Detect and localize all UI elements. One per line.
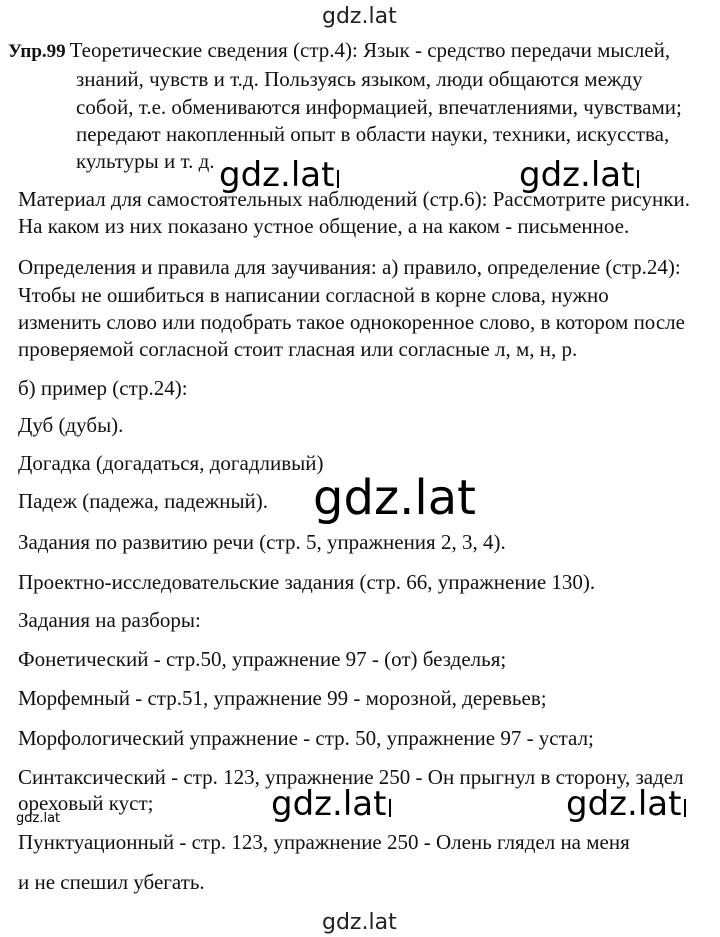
- watermark-right-2: [566, 784, 686, 824]
- paragraph-line: культуры и т. д.: [76, 149, 215, 173]
- paragraph-line: изменить слово или подобрать такое однокоренное слово, в котором после: [18, 310, 685, 334]
- paragraph-line: проверяемой согласной стоит гласная или согласные л, м, н, р.: [18, 337, 578, 361]
- paragraph-line: и не спешил убегать.: [18, 870, 205, 894]
- watermark-bar: [389, 799, 391, 817]
- paragraph-line: Догадка (догадаться, догадливый): [18, 451, 324, 475]
- watermark-text: gdz.lat: [271, 784, 387, 824]
- paragraph-line: Морфологический упражнение - стр. 50, упражнение 97 - устал;: [18, 726, 594, 750]
- paragraph-line: Пунктуационный - стр. 123, упражнение 250 - Олень глядел на меня: [18, 830, 630, 854]
- watermark-text: gdz.lat: [566, 784, 682, 824]
- watermark-bottom: gdz.lat: [322, 910, 397, 935]
- paragraph-line: Дуб (дубы).: [18, 413, 124, 437]
- watermark-bar: [684, 799, 686, 817]
- paragraph-line: ореховый куст;: [18, 791, 154, 815]
- line-text: Теоретические сведения (стр.4): Язык - средство передачи мыслей,: [69, 38, 671, 62]
- watermark-text: gdz.lat: [219, 155, 335, 195]
- paragraph-line: Проектно-исследовательские задания (стр. 66, упражнение 130).: [18, 570, 596, 594]
- watermark-center: gdz.lat: [313, 470, 476, 526]
- paragraph-line: Чтобы не ошибиться в написании согласной в корне слова, нужно: [18, 283, 609, 307]
- paragraph-line: Материал для самостоятельных наблюдений (стр.6): Рассмотрите рисунки.: [18, 187, 690, 211]
- exercise-label: Упр.99: [8, 41, 66, 62]
- watermark-text: gdz.lat: [519, 155, 635, 195]
- paragraph-line: Задания на разборы:: [18, 608, 201, 632]
- paragraph-line: Падеж (падежа, падежный).: [18, 489, 269, 513]
- watermark-left-2: [271, 784, 391, 824]
- paragraph-line: б) пример (стр.24):: [18, 376, 188, 400]
- paragraph-line: Определения и правила для заучивания: а) правило, определение (стр.24):: [18, 255, 681, 279]
- watermark-top: gdz.lat: [322, 4, 397, 29]
- paragraph-line: Морфемный - стр.51, упражнение 99 - морозной, деревьев;: [18, 686, 547, 710]
- watermark-bar: [637, 170, 639, 188]
- paragraph-line: знаний, чувств и т.д. Пользуясь языком, люди общаются между: [76, 67, 643, 91]
- paragraph-line: Фонетический - стр.50, упражнение 97 - (от) безделья;: [18, 647, 507, 671]
- watermark-small: gdz.lat: [16, 811, 61, 826]
- paragraph-line: Синтаксический - стр. 123, упражнение 250 - Он прыгнул в сторону, задел: [18, 765, 684, 789]
- paragraph-line: передают накопленный опыт в области науки, техники, искусства,: [76, 122, 670, 146]
- paragraph-line: собой, т.е. обмениваются информацией, впечатлениями, чувствами;: [76, 95, 682, 119]
- watermark-bar: [337, 170, 339, 188]
- paragraph-line: Задания по развитию речи (стр. 5, упражнения 2, 3, 4).: [18, 530, 506, 554]
- paragraph-line: [8, 38, 670, 64]
- paragraph-line: На каком из них показано устное общение, а на каком - письменное.: [18, 214, 630, 238]
